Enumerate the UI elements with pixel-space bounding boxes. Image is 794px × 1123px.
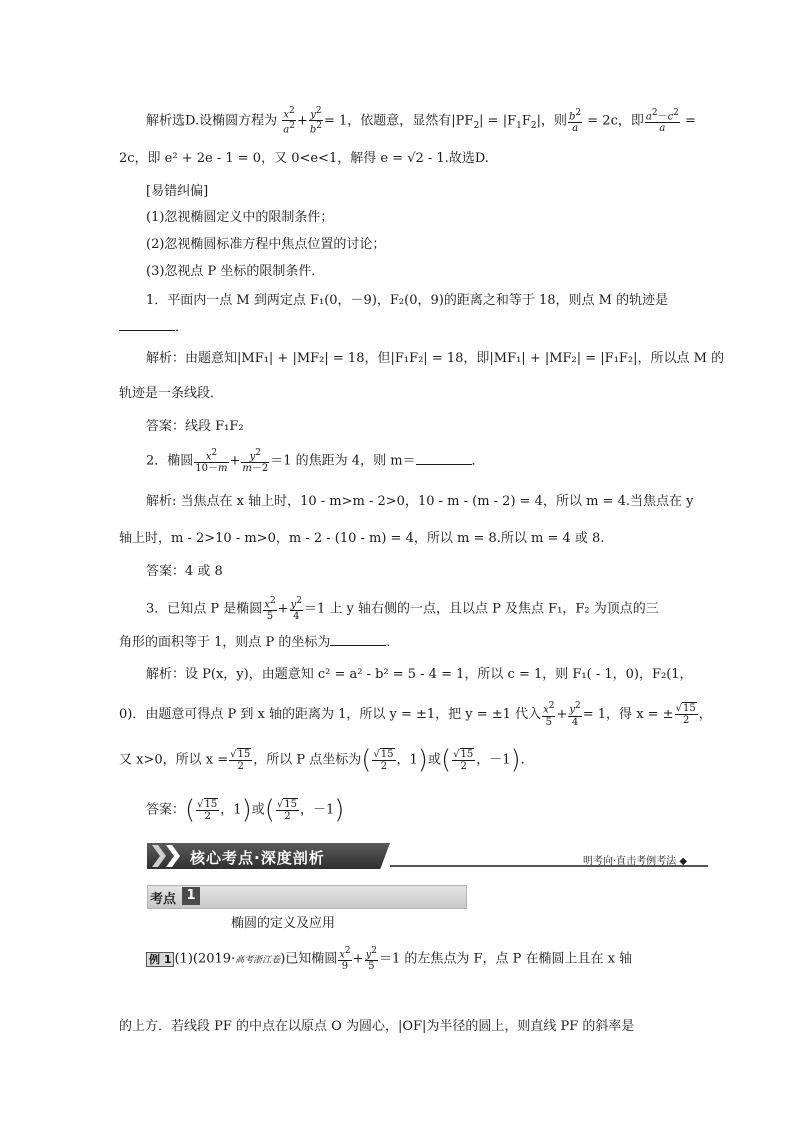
q1-question: 1．平面内一点 M 到两定点 F₁(0，－9)，F₂(0，9)的距离之和等于 18，则点 M 的轨迹是 — [146, 293, 669, 308]
q1-analysis-line2: 轨迹是一条线段． — [119, 386, 224, 401]
q3-analysis-line1: 解析：设 P(x，y)，由题意知 c² = a² - b² = 5 - 4 = 1，所以 c = 1，则 F₁( - 1，0)，F₂(1， — [146, 667, 693, 682]
q1-blank-line: ． — [119, 318, 188, 337]
pitfall-item: (2)忽视椭圆标准方程中焦点位置的讨论； — [146, 237, 386, 252]
solution-intro-line2: 2c，即 e² + 2e - 1 = 0，又 0<e<1，解得 e = √2 - 1.故选D. — [119, 151, 489, 166]
section-side-note: 明考向·直击考例考法 ◆ — [583, 856, 688, 867]
kaodian-label: 考点 — [150, 892, 177, 907]
answer-blank — [330, 633, 386, 646]
q3-analysis-line2: 0)．由题意可得点 P 到 x 轴的距离为 1，所以 y = ±1，把 y = ±1 代入 $\frac{x^2}{5}$ + $\frac{y^2}{4}$ = 1，得 x = ± $\frac{√15}{2}$ ， — [119, 701, 712, 728]
diamond-icon: ◆ — [679, 856, 688, 867]
example-question: 例 1 (1)(2019·高考浙江卷)已知椭圆 $\frac{x^2}{9}$ + $\frac{y^2}{5}$ ＝1 的左焦点为 F，点 P 在椭圆上且在 x 轴 — [146, 946, 632, 974]
q3-question: 3．已知点 P 是椭圆 $\frac{x^2}{5}$ + $\frac{y^2}{4}$ ＝1 上 y 轴右侧的一点，且以点 P 及焦点 F₁，F₂ 为顶点的三 — [146, 596, 659, 623]
kaodian-title: 椭圆的定义及应用 — [231, 916, 336, 931]
chevron-right-icon — [166, 845, 180, 867]
q2-analysis-line1: 解析: 当焦点在 x 轴上时，10 - m>m - 2>0，10 - m - (m - 2) = 4，所以 m = 4.当焦点在 y — [146, 494, 694, 509]
q2-answer: 答案：4 或 8 — [146, 564, 223, 579]
kaodian-number: 1 — [182, 887, 200, 905]
q2-analysis-line2: 轴上时，m - 2>10 - m>0，m - 2 - (10 - m) = 4，所以 m = 8.所以 m = 4 或 8. — [119, 531, 605, 546]
answer-blank — [416, 452, 472, 465]
q3-question-line2: 角形的面积等于 1，则点 P 的坐标为 ． — [119, 635, 400, 650]
pitfalls-heading: [易错纠偏] — [146, 184, 209, 199]
example-badge: 例 1 — [146, 952, 174, 967]
answer-blank — [119, 318, 175, 331]
section-banner-title: 核心考点·深度剖析 — [190, 849, 325, 867]
q2-question: 2．椭圆 $\frac{x^2}{10-m}$ + $\frac{y^2}{m-2}$ ＝1 的焦距为 4，则 m＝ ． — [146, 448, 485, 475]
chevron-right-icon — [152, 845, 166, 867]
q1-answer: 答案：线段 F₁F₂ — [146, 419, 244, 434]
example-question-line2: 的上方．若线段 PF 的中点在以原点 O 为圆心，|OF|为半径的圆上，则直线 PF 的斜率是 — [119, 1019, 635, 1034]
solution-intro-line1: 解析选D.设椭圆方程为 $\frac{x^2}{a^2}$ + $\frac{y^2}{b^2}$ = 1，依题意，显然有$|PF_2| = |F_1F_2|$，则 $\frac{b^2}{a}$ = 2c，即 $\frac{a^2-c^2}{a}$ = — [146, 106, 696, 136]
pitfall-item: (3)忽视点 P 坐标的限制条件． — [146, 264, 325, 279]
q1-analysis-line1: 解析：由题意知|MF₁| + |MF₂| = 18，但|F₁F₂| = 18，即|MF₁| + |MF₂| = |F₁F₂|，所以点 M 的 — [146, 351, 725, 366]
q3-answer: 答案：( $\frac{√15}{2}$ ，1)或( $\frac{√15}{2}$ ，－1) — [146, 795, 345, 825]
pitfall-item: (1)忽视椭圆定义中的限制条件； — [146, 210, 334, 225]
q3-analysis-line3: 又 x>0，所以 x = $\frac{√15}{2}$ ，所以 P 点坐标为( $\frac{√15}{2}$ ，1)或( $\frac{√15}{2}$ ，－1). — [119, 745, 525, 775]
